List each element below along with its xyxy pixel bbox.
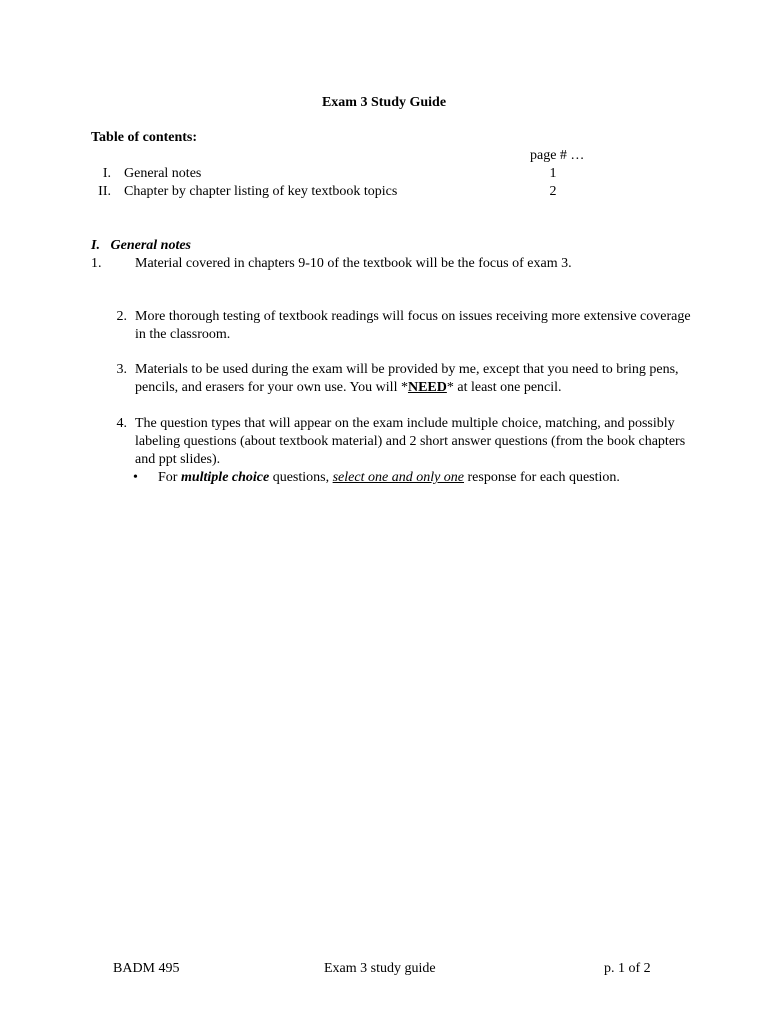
list-item-text: More thorough testing of textbook readings will focus on issues receiving more extensive coverage in the classroom. — [135, 309, 691, 342]
section-title: General notes — [110, 238, 191, 253]
bullet-text — [158, 469, 693, 487]
list-item — [91, 255, 691, 273]
list-item-text: The question types that will appear on the exam include multiple choice, matching, and possibly labeling questions (about textbook material) and 2 short answer questions (from the book chapters and ppt slides). — [135, 416, 686, 467]
toc-entry-page: 2 — [549, 184, 557, 199]
section-numeral: I. — [91, 238, 100, 253]
bullet-item — [133, 469, 693, 487]
toc-entry-number: I. — [102, 166, 111, 181]
select-one-emphasis: select one and only one — [332, 470, 465, 485]
toc-page-column-header: page # … — [530, 148, 585, 163]
document-title: Exam 3 Study Guide — [321, 95, 447, 110]
bullet-suffix: response for each question. — [464, 470, 620, 485]
list-item-text — [135, 361, 691, 397]
toc-heading: Table of contents: — [91, 130, 198, 145]
list-item — [91, 308, 691, 344]
bullet-prefix: For — [158, 470, 181, 485]
toc-entry-number: II. — [98, 184, 111, 199]
footer-title: Exam 3 study guide — [324, 961, 436, 976]
list-item — [91, 361, 691, 397]
list-item-number: 3. — [116, 362, 127, 377]
list-item-text-before: Materials to be used during the exam will be provided by me, except that you need to bring pens, pencils, and erasers for your own use. You will * — [135, 362, 679, 395]
need-emphasis: NEED — [407, 380, 447, 395]
list-item-number: 4. — [116, 416, 127, 431]
toc-entry-text: Chapter by chapter listing of key textbook topics — [124, 184, 398, 199]
footer-course: BADM 495 — [113, 961, 180, 976]
bullet-icon: • — [133, 470, 138, 485]
list-item-text: Material covered in chapters 9-10 of the textbook will be the focus of exam 3. — [135, 256, 572, 271]
list-item-text-after: * at least one pencil. — [446, 380, 562, 395]
list-item-number: 1. — [91, 256, 102, 271]
bullet-middle: questions, — [269, 470, 333, 485]
toc-entry-page: 1 — [549, 166, 557, 181]
multiple-choice-emphasis: multiple choice — [180, 470, 270, 485]
list-item-number: 2. — [116, 309, 127, 324]
section-heading — [91, 237, 191, 255]
toc-entry-text: General notes — [124, 166, 202, 181]
footer-page-number: p. 1 of 2 — [604, 961, 651, 976]
list-item — [91, 415, 691, 469]
